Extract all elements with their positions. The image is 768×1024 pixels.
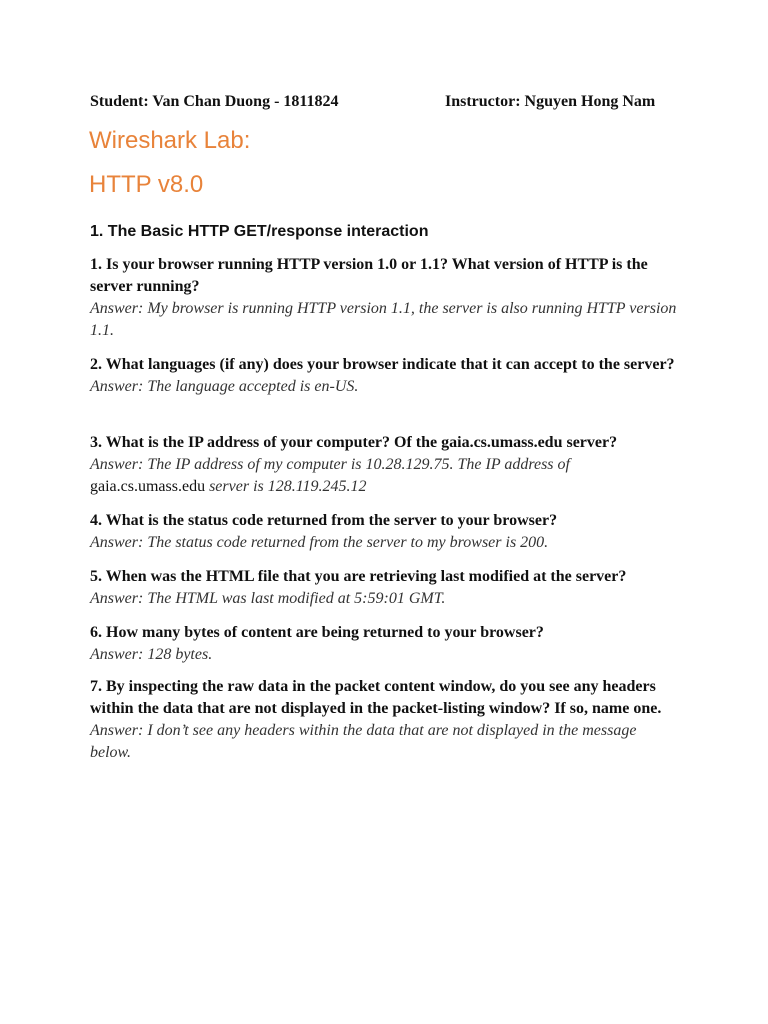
instructor-info: Instructor: Nguyen Hong Nam [445,93,656,110]
answer-1: Answer: My browser is running HTTP version 1.1, the server is also running HTTP version 1.1. [90,300,677,339]
question-4: 4. What is the status code returned from the server to your browser? [90,512,558,529]
question-2: 2. What languages (if any) does your browser indicate that it can accept to the server? [90,356,675,373]
question-6: 6. How many bytes of content are being returned to your browser? [90,624,544,641]
answer-4: Answer: The status code returned from the server to my browser is 200. [90,534,549,551]
answer-3-domain: gaia.cs.umass.edu [90,478,206,495]
qa-item-4 [90,510,680,554]
answer-3 [90,454,680,498]
answer-3-part1: Answer: The IP address of my computer is 10.28.129.75. The IP address of [90,456,570,473]
answer-6: Answer: 128 bytes. [90,646,213,663]
document-header [90,93,690,117]
question-1: 1. Is your browser running HTTP version 1.0 or 1.1? What version of HTTP is the server running? [90,256,648,295]
qa-item-2 [90,354,680,398]
document-title-line2: HTTP v8.0 [89,171,204,198]
qa-item-6 [90,622,680,666]
question-7: 7. By inspecting the raw data in the packet content window, do you see any headers within the data that are not displayed in the packet-listing window? If so, name one. [90,678,662,717]
qa-item-1 [90,254,680,342]
answer-5: Answer: The HTML was last modified at 5:59:01 GMT. [90,590,446,607]
qa-item-3 [90,432,680,498]
question-5: 5. When was the HTML file that you are retrieving last modified at the server? [90,568,627,585]
qa-item-7 [90,676,680,764]
section-heading: 1. The Basic HTTP GET/response interaction [90,223,429,240]
document-title-line1: Wireshark Lab: [89,127,251,154]
question-3: 3. What is the IP address of your computer? Of the gaia.cs.umass.edu server? [90,434,618,451]
student-info: Student: Van Chan Duong - 1811824 [90,93,339,110]
qa-item-5 [90,566,680,610]
answer-7: Answer: I don’t see any headers within the data that are not displayed in the message below. [90,722,637,761]
answer-3-part2: server is 128.119.245.12 [205,478,367,495]
answer-2: Answer: The language accepted is en-US. [90,378,359,395]
